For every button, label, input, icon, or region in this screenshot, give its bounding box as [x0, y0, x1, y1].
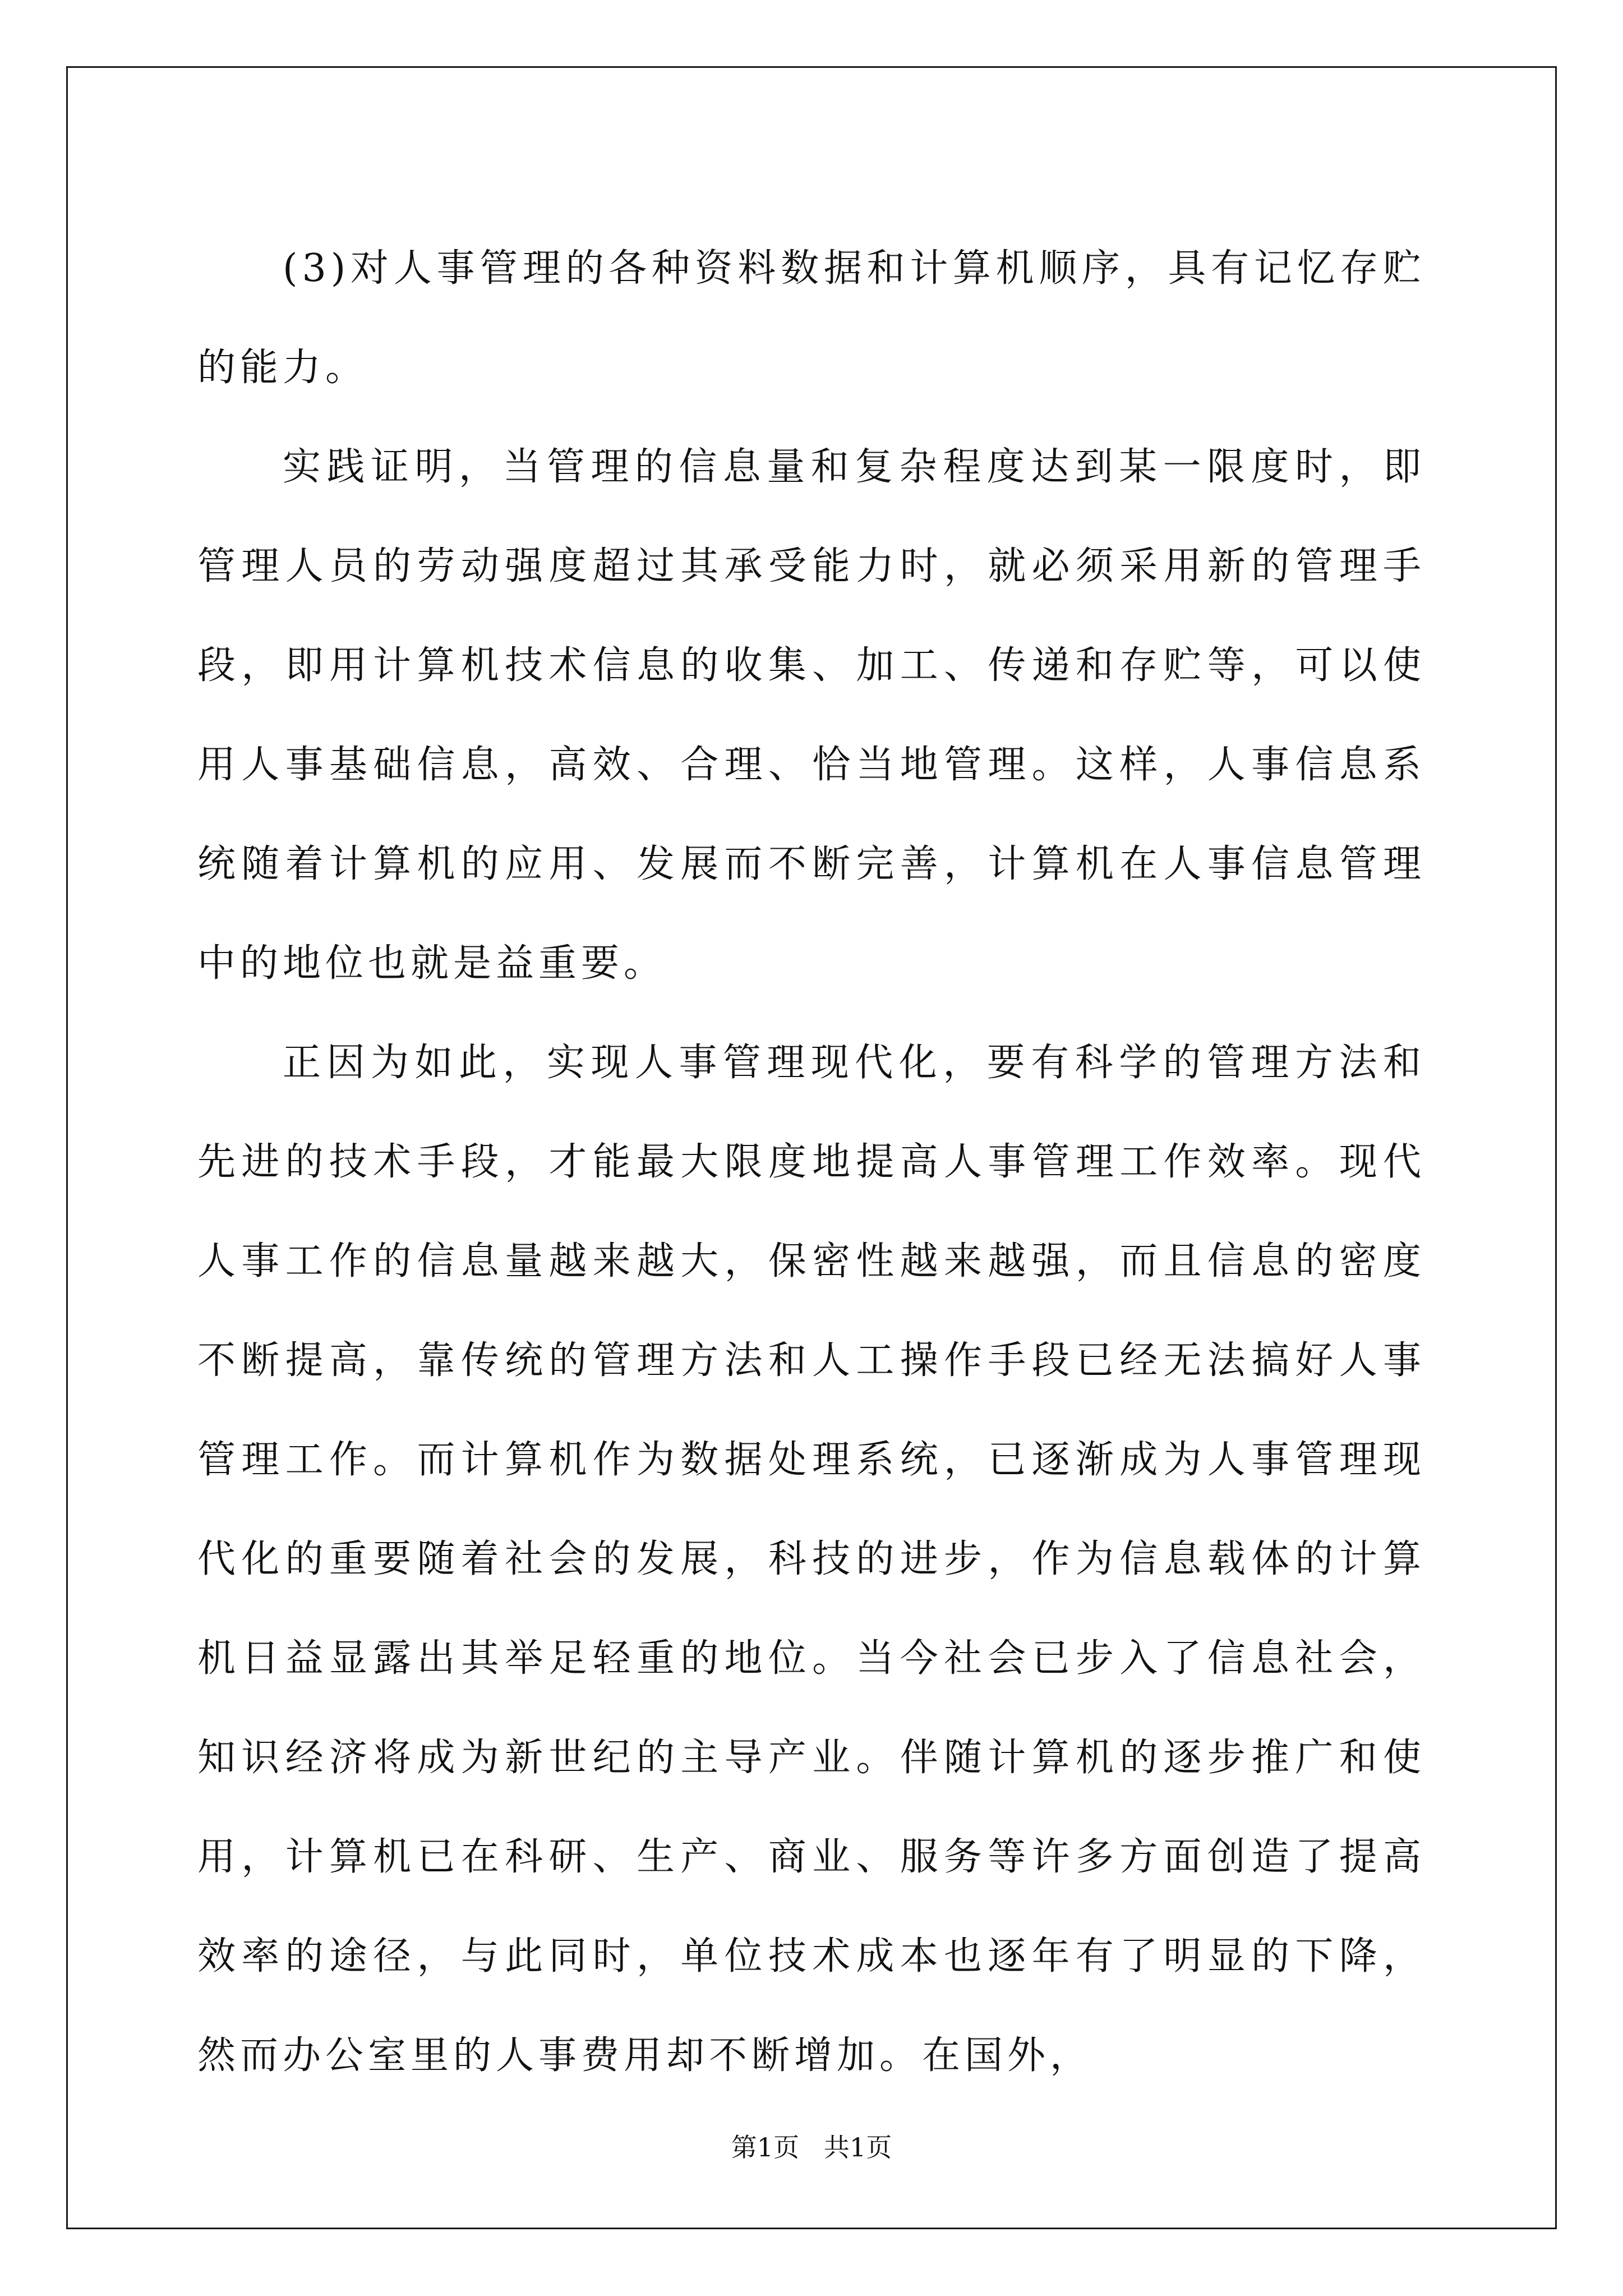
document-body [197, 219, 1426, 2105]
paragraph: (3)对人事管理的各种资料数据和计算机顺序，具有记忆存贮的能力。 [197, 246, 1426, 390]
paragraph: 实践证明，当管理的信息量和复杂程度达到某一限度时，即管理人员的劳动强度超过其承受能力时，就必须采用新的管理手段，即用计算机技术信息的收集、加工、传递和存贮等，可以使用人事基础信息，高效、合理、恰当地管理。这样，人事信息系统随着计算机的应用、发展而不断完善，计算机在人事信息管理中的地位也就是益重要。 [197, 445, 1426, 986]
page-footer [0, 2127, 1623, 2164]
paragraph: 正因为如此，实现人事管理现代化，要有科学的管理方法和先进的技术手段，才能最大限度地提高人事管理工作效率。现代人事工作的信息量越来越大，保密性越来越强，而且信息的密度不断提高，靠传统的管理方法和人工操作手段已经无法搞好人事管理工作。而计算机作为数据处理系统，已逐渐成为人事管理现代化的重要随着社会的发展，科技的进步，作为信息载体的计算机日益显露出其举足轻重的地位。当今社会已步入了信息社会，知识经济将成为新世纪的主导产业。伴随计算机的逐步推广和使用，计算机已在科研、生产、商业、服务等许多方面创造了提高效率的途径，与此同时，单位技术成本也逐年有了明显的下降，然而办公室里的人事费用却不断增加。在国外， [197, 1041, 1426, 2078]
page-number: 第1页 共1页 [731, 2132, 892, 2162]
